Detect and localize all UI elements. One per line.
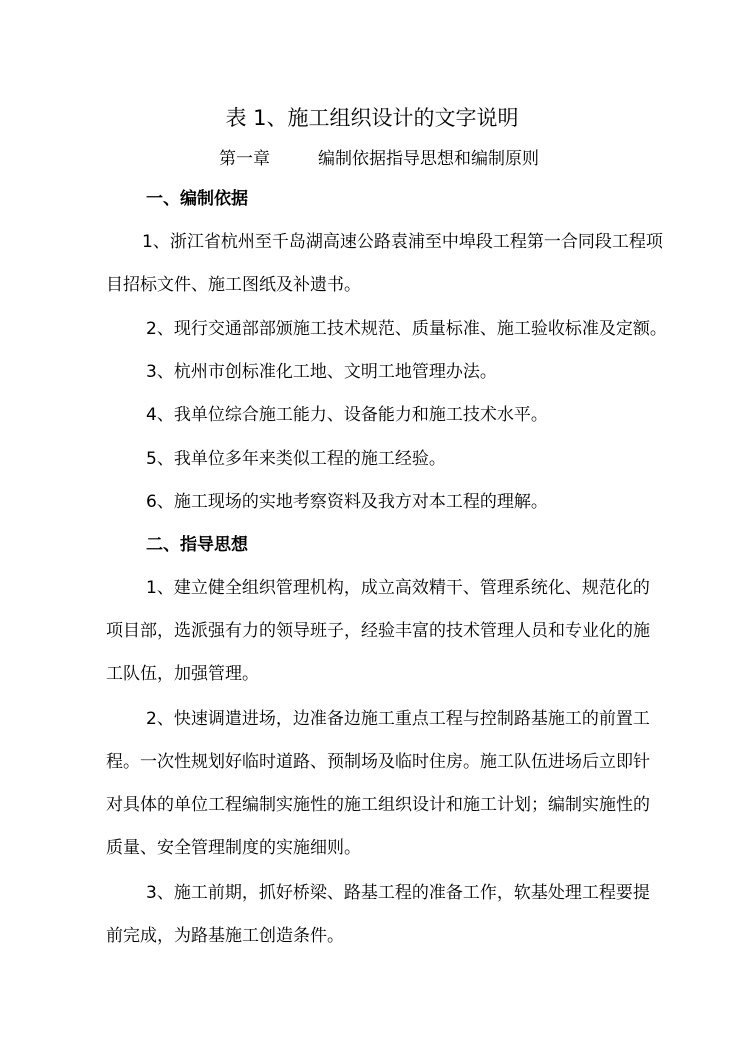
guiding-item-2-line-3: 对具体的单位工程编制实施性的施工组织设计和施工计划；编制实施性的 bbox=[106, 795, 650, 815]
chapter-name: 编制依据指导思想和编制原则 bbox=[318, 149, 539, 169]
basis-item-1-line-1: 1、浙江省杭州至千岛湖高速公路袁浦至中埠段工程第一合同段工程项 bbox=[142, 232, 663, 252]
basis-item-4: 4、我单位综合施工能力、设备能力和施工技术水平。 bbox=[146, 405, 548, 425]
guiding-item-3-line-1: 3、施工前期，抓好桥梁、路基工程的准备工作，软基处理工程要提 bbox=[146, 883, 650, 903]
section-heading-basis: 一、编制依据 bbox=[146, 189, 248, 209]
guiding-item-3-line-2: 前完成，为路基施工创造条件。 bbox=[106, 926, 344, 946]
guiding-item-1-line-3: 工队伍，加强管理。 bbox=[106, 664, 259, 684]
guiding-item-2-line-1: 2、快速调遣进场，边准备边施工重点工程与控制路基施工的前置工 bbox=[146, 709, 650, 729]
guiding-item-2-line-2: 程。一次性规划好临时道路、预制场及临时住房。施工队伍进场后立即针 bbox=[106, 752, 650, 772]
guiding-item-1-line-1: 1、建立健全组织管理机构，成立高效精干、管理系统化、规范化的 bbox=[146, 578, 650, 598]
section-heading-guiding: 二、指导思想 bbox=[146, 535, 248, 555]
guiding-item-1-line-2: 项目部，选派强有力的领导班子，经验丰富的技术管理人员和专业化的施 bbox=[106, 621, 650, 641]
basis-item-3: 3、杭州市创标准化工地、文明工地管理办法。 bbox=[146, 362, 497, 382]
chapter-heading bbox=[219, 146, 539, 172]
basis-item-2: 2、现行交通部部颁施工技术规范、质量标准、施工验收标准及定额。 bbox=[146, 319, 667, 339]
basis-item-5: 5、我单位多年来类似工程的施工经验。 bbox=[146, 449, 446, 469]
chapter-number: 第一章 bbox=[219, 149, 270, 169]
basis-item-1-line-2: 目招标文件、施工图纸及补遗书。 bbox=[106, 275, 361, 295]
basis-item-6: 6、施工现场的实地考察资料及我方对本工程的理解。 bbox=[146, 492, 548, 512]
guiding-item-2-line-4: 质量、安全管理制度的实施细则。 bbox=[106, 838, 361, 858]
document-title: 表 1、施工组织设计的文字说明 bbox=[225, 106, 519, 130]
